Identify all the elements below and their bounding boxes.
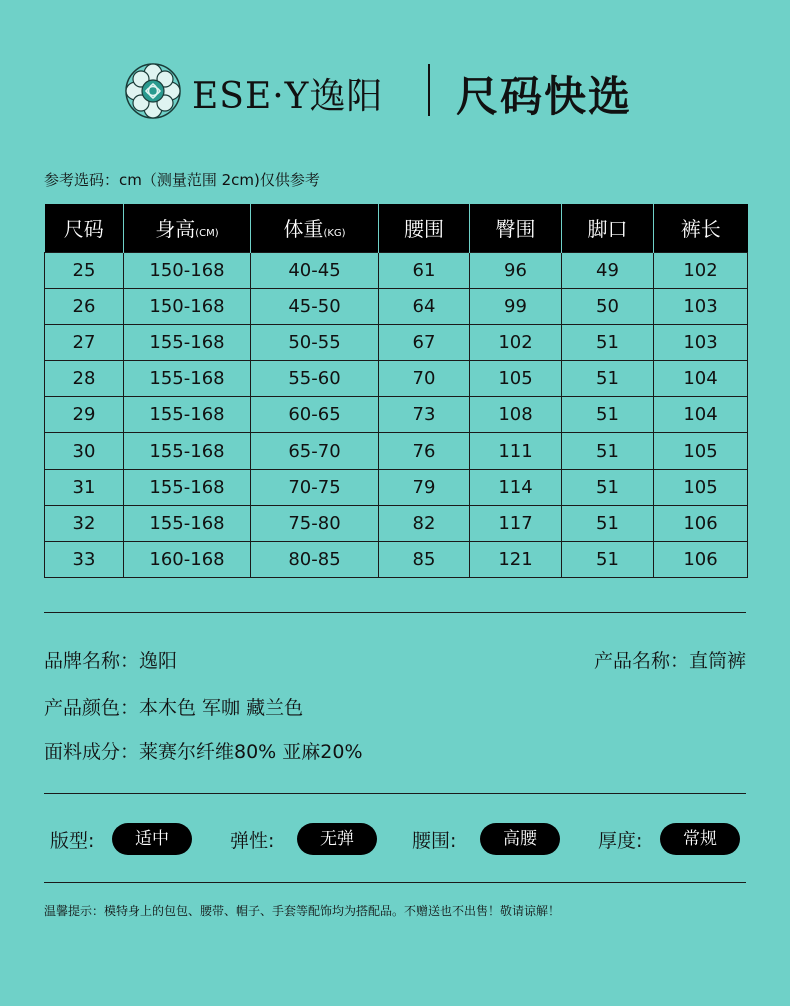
thickness-label: 厚度: — [598, 830, 643, 852]
table-cell: 102 — [654, 252, 748, 288]
table-cell: 51 — [562, 324, 654, 360]
elasticity-label: 弹性: — [230, 830, 275, 852]
fit-badge: 适中 — [112, 823, 192, 855]
table-cell: 155-168 — [124, 505, 251, 541]
table-cell: 75-80 — [251, 505, 379, 541]
table-cell: 155-168 — [124, 433, 251, 469]
header — [0, 58, 790, 122]
table-cell: 155-168 — [124, 361, 251, 397]
table-cell: 111 — [470, 433, 562, 469]
table-cell: 105 — [654, 469, 748, 505]
table-cell: 51 — [562, 397, 654, 433]
table-cell: 50-55 — [251, 324, 379, 360]
table-row — [45, 433, 748, 469]
table-cell: 50 — [562, 288, 654, 324]
table-cell: 51 — [562, 469, 654, 505]
table-cell: 103 — [654, 288, 748, 324]
table-cell: 73 — [379, 397, 470, 433]
table-cell: 40-45 — [251, 252, 379, 288]
fabric-info: 面料成分：莱赛尔纤维80% 亚麻20% — [44, 741, 363, 763]
reference-note: 参考选码：cm（测量范围 2cm)仅供参考 — [44, 171, 320, 189]
table-cell: 25 — [45, 252, 124, 288]
table-cell: 45-50 — [251, 288, 379, 324]
flower-logo-icon — [124, 62, 182, 120]
table-cell: 51 — [562, 542, 654, 578]
column-header: 脚口 — [562, 204, 654, 252]
section-divider — [44, 882, 746, 883]
column-header: 体重(KG) — [251, 204, 379, 252]
header-divider — [428, 64, 430, 116]
table-cell: 29 — [45, 397, 124, 433]
table-cell: 79 — [379, 469, 470, 505]
table-cell: 30 — [45, 433, 124, 469]
waist-badge: 高腰 — [480, 823, 560, 855]
column-header: 腰围 — [379, 204, 470, 252]
table-row — [45, 324, 748, 360]
table-cell: 65-70 — [251, 433, 379, 469]
table-cell: 106 — [654, 505, 748, 541]
table-cell: 155-168 — [124, 397, 251, 433]
table-cell: 26 — [45, 288, 124, 324]
table-cell: 105 — [654, 433, 748, 469]
tip-note: 温馨提示：模特身上的包包、腰带、帽子、手套等配饰均为搭配品。不赠送也不出售！敬请谅解！ — [44, 904, 561, 918]
table-cell: 31 — [45, 469, 124, 505]
table-cell: 150-168 — [124, 288, 251, 324]
table-cell: 114 — [470, 469, 562, 505]
table-cell: 70-75 — [251, 469, 379, 505]
table-cell: 55-60 — [251, 361, 379, 397]
table-cell: 106 — [654, 542, 748, 578]
table-cell: 28 — [45, 361, 124, 397]
column-header: 尺码 — [45, 204, 124, 252]
brand-name-info: 品牌名称：逸阳 — [44, 650, 178, 672]
table-cell: 96 — [470, 252, 562, 288]
product-colors-info: 产品颜色：本木色 军咖 藏兰色 — [44, 697, 304, 719]
table-cell: 64 — [379, 288, 470, 324]
table-cell: 51 — [562, 361, 654, 397]
table-row — [45, 397, 748, 433]
table-cell: 117 — [470, 505, 562, 541]
elasticity-badge: 无弹 — [297, 823, 377, 855]
table-cell: 105 — [470, 361, 562, 397]
table-row — [45, 542, 748, 578]
thickness-badge: 常规 — [660, 823, 740, 855]
table-cell: 51 — [562, 505, 654, 541]
table-cell: 99 — [470, 288, 562, 324]
table-cell: 108 — [470, 397, 562, 433]
table-cell: 160-168 — [124, 542, 251, 578]
table-cell: 80-85 — [251, 542, 379, 578]
column-header: 身高(CM) — [124, 204, 251, 252]
table-row — [45, 288, 748, 324]
page-title: 尺码快选 — [456, 72, 633, 121]
table-cell: 49 — [562, 252, 654, 288]
section-divider — [44, 612, 746, 613]
product-name-info: 产品名称：直筒裤 — [593, 650, 746, 672]
table-cell: 103 — [654, 324, 748, 360]
table-cell: 32 — [45, 505, 124, 541]
column-header: 臀围 — [470, 204, 562, 252]
table-cell: 27 — [45, 324, 124, 360]
table-cell: 102 — [470, 324, 562, 360]
table-row — [45, 505, 748, 541]
section-divider — [44, 793, 746, 794]
table-cell: 33 — [45, 542, 124, 578]
table-cell: 104 — [654, 361, 748, 397]
table-cell: 70 — [379, 361, 470, 397]
table-cell: 150-168 — [124, 252, 251, 288]
brand-wordmark: ESE·Y逸阳 — [192, 76, 384, 117]
table-cell: 51 — [562, 433, 654, 469]
table-cell: 121 — [470, 542, 562, 578]
table-row — [45, 252, 748, 288]
table-body — [45, 252, 748, 578]
waist-label: 腰围: — [412, 830, 457, 852]
table-cell: 155-168 — [124, 469, 251, 505]
table-row — [45, 361, 748, 397]
column-header: 裤长 — [654, 204, 748, 252]
table-header-row — [45, 204, 748, 252]
table-cell: 61 — [379, 252, 470, 288]
table-cell: 85 — [379, 542, 470, 578]
table-cell: 60-65 — [251, 397, 379, 433]
table-cell: 76 — [379, 433, 470, 469]
table-row — [45, 469, 748, 505]
table-cell: 82 — [379, 505, 470, 541]
table-cell: 67 — [379, 324, 470, 360]
table-cell: 104 — [654, 397, 748, 433]
table-cell: 155-168 — [124, 324, 251, 360]
fit-label: 版型: — [50, 830, 95, 852]
size-table — [44, 204, 748, 578]
